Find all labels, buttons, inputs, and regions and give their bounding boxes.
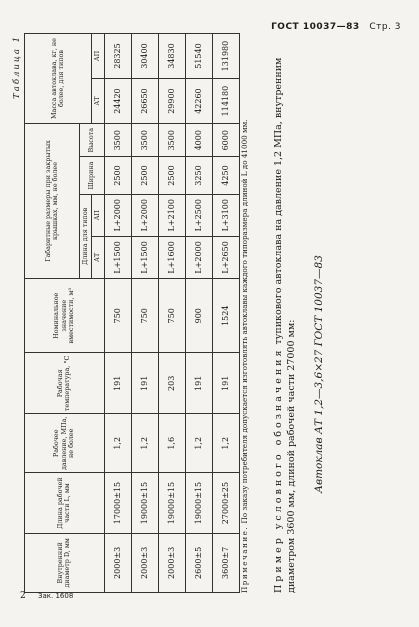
cell-height: 4000 — [185, 124, 212, 157]
example-text: тупикового автоклава на давление 1,2 МПа, внутренним диаметром 3600 мм, длиной рабочей части 27000 мм: — [273, 57, 298, 593]
cell-volume: 750 — [131, 278, 158, 353]
cell-width: 2500 — [158, 157, 185, 194]
note-label: Примечание. — [240, 525, 249, 593]
header-type-at: АТ — [92, 236, 104, 278]
specification-table — [24, 33, 240, 593]
cell-length-ap: L+2000 — [131, 194, 158, 236]
example-lead: Пример условного обозначения — [273, 347, 284, 593]
rotated-content — [10, 33, 410, 593]
cell-width: 4250 — [212, 157, 239, 194]
cell-diameter: 2000±3 — [104, 533, 131, 592]
cell-mass-at: 114180 — [212, 79, 239, 124]
table-row — [104, 34, 131, 593]
cell-diameter: 2600±5 — [185, 533, 212, 592]
cell-height: 3500 — [158, 124, 185, 157]
cell-mass-at: 26650 — [131, 79, 158, 124]
header-mass: Масса автоклава, кг, не более, для типов — [25, 34, 92, 124]
cell-length: 17000±15 — [104, 473, 131, 533]
cell-mass-ap: 34830 — [158, 34, 185, 79]
cell-width: 2500 — [104, 157, 131, 194]
cell-length-at: L+1600 — [158, 236, 185, 278]
cell-mass-ap: 28325 — [104, 34, 131, 79]
header-diameter: Внутренний диаметр D, мм — [25, 533, 105, 592]
cell-length-ap: L+2100 — [158, 194, 185, 236]
table-row — [212, 34, 239, 593]
cell-height: 3500 — [104, 124, 131, 157]
header-width: Ширина — [80, 157, 105, 194]
table-note — [240, 33, 250, 593]
cell-length-ap: L+2500 — [185, 194, 212, 236]
header-gabarit: Габаритные размеры при закрытых крышках, мм, не более — [25, 124, 80, 279]
cell-length-ap: L+3100 — [212, 194, 239, 236]
cell-length: 19000±15 — [131, 473, 158, 533]
cell-length-at: L+2000 — [185, 236, 212, 278]
cell-diameter: 2000±3 — [158, 533, 185, 592]
cell-length-at: L+1500 — [104, 236, 131, 278]
cell-mass-ap: 30400 — [131, 34, 158, 79]
cell-length: 27000±25 — [212, 473, 239, 533]
cell-diameter: 2000±3 — [131, 533, 158, 592]
standard-number: ГОСТ 10037—83 — [271, 22, 360, 32]
cell-length-at: L+2650 — [212, 236, 239, 278]
cell-temperature: 203 — [158, 353, 185, 414]
header-type-ap: АП — [92, 194, 104, 236]
cell-temperature: 191 — [212, 353, 239, 414]
header-pressure: Рабочее давление, МПа, не более — [25, 414, 105, 473]
designation-line: Автоклав АТ 1,2—3,6×27 ГОСТ 10037—83 — [313, 255, 325, 493]
header-height: Высота — [80, 124, 105, 157]
designation-example — [272, 33, 299, 593]
cell-volume: 750 — [104, 278, 131, 353]
cell-pressure: 1,6 — [158, 414, 185, 473]
cell-pressure: 1,2 — [104, 414, 131, 473]
cell-pressure: 1,2 — [131, 414, 158, 473]
table-row — [185, 34, 212, 593]
header-length: Длина рабочей части L, мм — [25, 473, 105, 533]
header-volume: Номинальное значение вместимости, м³ — [25, 278, 105, 353]
page-header — [271, 22, 401, 32]
cell-height: 6000 — [212, 124, 239, 157]
page-label: Стр. 3 — [369, 22, 401, 32]
cell-pressure: 1,2 — [185, 414, 212, 473]
print-order: Зак. 1608 — [38, 592, 74, 600]
cell-width: 3250 — [185, 157, 212, 194]
note-text: По заказу потребителя допускается изготовлять автоклавы каждого типоразмера длиной L до 41000 мм. — [240, 119, 249, 524]
cell-width: 2500 — [131, 157, 158, 194]
cell-height: 3500 — [131, 124, 158, 157]
cell-length-ap: L+2000 — [104, 194, 131, 236]
cell-length: 19000±15 — [158, 473, 185, 533]
cell-mass-ap: 51540 — [185, 34, 212, 79]
cell-temperature: 191 — [131, 353, 158, 414]
header-gabarit-length: Длина для типов — [80, 194, 92, 278]
cell-diameter: 3600±7 — [212, 533, 239, 592]
cell-mass-ap: 131980 — [212, 34, 239, 79]
table-caption: Таблица 1 — [12, 35, 22, 99]
cell-temperature: 191 — [185, 353, 212, 414]
cell-mass-at: 42260 — [185, 79, 212, 124]
cell-length: 19000±15 — [185, 473, 212, 533]
table-row — [158, 34, 185, 593]
cell-volume: 900 — [185, 278, 212, 353]
cell-volume: 750 — [158, 278, 185, 353]
cell-mass-at: 24420 — [104, 79, 131, 124]
cell-pressure: 1,2 — [212, 414, 239, 473]
table-row — [131, 34, 158, 593]
cell-volume: 1524 — [212, 278, 239, 353]
page-number: 2 — [20, 591, 26, 601]
header-mass-at: АТ — [92, 79, 104, 124]
cell-temperature: 191 — [104, 353, 131, 414]
header-temperature: Рабочая температура, °С — [25, 353, 105, 414]
header-mass-ap: АП — [92, 34, 104, 79]
cell-mass-at: 29900 — [158, 79, 185, 124]
cell-length-at: L+1500 — [131, 236, 158, 278]
